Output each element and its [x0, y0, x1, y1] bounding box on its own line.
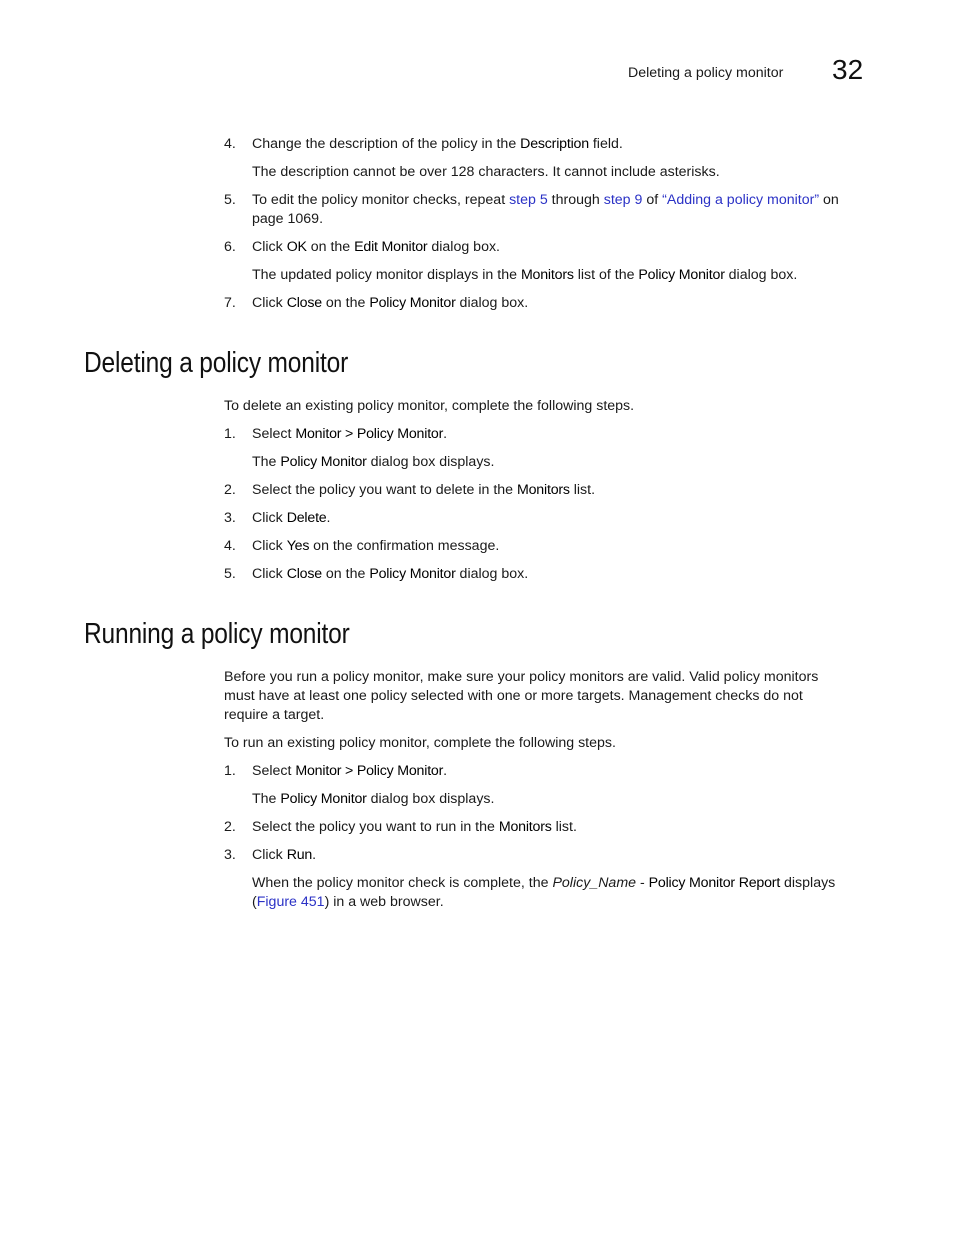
deleting-intro: To delete an existing policy monitor, complete the following steps. [224, 398, 635, 414]
ui-term-policy-monitor: Policy Monitor [369, 295, 456, 311]
ui-term-close: Close [286, 566, 322, 582]
ui-term-monitors: Monitors [520, 267, 574, 283]
step-text: Select Monitor > Policy Monitor. [252, 426, 448, 442]
ui-term-edit-monitor: Edit Monitor [354, 239, 428, 255]
step-text: Select Monitor > Policy Monitor. [252, 763, 448, 779]
step-text: Click Close on the Policy Monitor dialog box. [252, 295, 529, 311]
step-number: 5. [224, 192, 236, 208]
ui-term-description: Description [520, 136, 589, 152]
step-text: Change the description of the policy in the Description field. [252, 136, 623, 152]
step-text: Click Yes on the confirmation message. [252, 538, 500, 554]
variable-policy-name: Policy_Name [552, 875, 637, 891]
ui-term-ok: OK [286, 239, 307, 255]
step-text: Click Run. [252, 847, 317, 863]
step-number: 1. [224, 763, 236, 779]
step-text: Click Close on the Policy Monitor dialog box. [252, 566, 529, 582]
step-text: Select the policy you want to delete in the Monitors list. [252, 482, 596, 498]
ui-term-policy-monitor: Policy Monitor [369, 566, 456, 582]
ui-term-menu-path: Monitor > Policy Monitor [295, 426, 444, 442]
step-6-note: The updated policy monitor displays in the Monitors list of the Policy Monitor dialog box. [252, 267, 798, 283]
running-intro: To run an existing policy monitor, complete the following steps. [224, 735, 616, 751]
link-adding-policy-monitor[interactable]: “Adding a policy monitor” [662, 192, 820, 208]
step-text: To edit the policy monitor checks, repeat step 5 through step 9 of “Adding a policy monitor” on page 1069. [252, 192, 839, 227]
ui-term-yes: Yes [286, 538, 310, 554]
ui-term-monitors: Monitors [498, 819, 552, 835]
ui-term-menu-path: Monitor > Policy Monitor [295, 763, 444, 779]
step-number: 2. [224, 819, 236, 835]
section-heading-deleting: Deleting a policy monitor [84, 347, 349, 379]
section-heading-running: Running a policy monitor [84, 618, 350, 650]
link-figure-451[interactable]: Figure 451 [256, 894, 325, 910]
step-number: 2. [224, 482, 236, 498]
ui-term-policy-monitor-report: Policy Monitor Report [648, 875, 781, 891]
ui-term-run: Run [286, 847, 313, 863]
step-text: Select the policy you want to run in the Monitors list. [252, 819, 577, 835]
ui-term-close: Close [286, 295, 322, 311]
run-step-1-note: The Policy Monitor dialog box displays. [252, 791, 495, 807]
ui-term-monitors: Monitors [517, 482, 570, 498]
step-number: 4. [224, 538, 236, 554]
ui-term-delete: Delete [286, 510, 327, 526]
step-text: Click Delete. [252, 510, 331, 526]
ui-term-policy-monitor: Policy Monitor [280, 454, 367, 470]
step-number: 3. [224, 510, 236, 526]
ui-term-policy-monitor: Policy Monitor [280, 791, 367, 807]
step-4-note: The description cannot be over 128 characters. It cannot include asterisks. [252, 164, 720, 180]
step-text: Click OK on the Edit Monitor dialog box. [252, 239, 501, 255]
link-step-9[interactable]: step 9 [603, 192, 643, 208]
delete-step-1-note: The Policy Monitor dialog box displays. [252, 454, 495, 470]
step-number: 1. [224, 426, 236, 442]
run-step-3-note: When the policy monitor check is complete, the Policy_Name - Policy Monitor Report displays (Figure 451) in a web browser. [252, 875, 836, 910]
chapter-number: 32 [832, 54, 864, 85]
step-number: 3. [224, 847, 236, 863]
ui-term-policy-monitor: Policy Monitor [638, 267, 725, 283]
step-number: 5. [224, 566, 236, 582]
step-number: 7. [224, 295, 236, 311]
step-number: 4. [224, 136, 236, 152]
link-step-5[interactable]: step 5 [509, 192, 548, 208]
step-number: 6. [224, 239, 236, 255]
running-header-title: Deleting a policy monitor [628, 65, 784, 81]
running-paragraph: Before you run a policy monitor, make sure your policy monitors are valid. Valid policy monitors must have at least one policy selected with one or more targets. Management checks do not require a target. [224, 669, 819, 723]
